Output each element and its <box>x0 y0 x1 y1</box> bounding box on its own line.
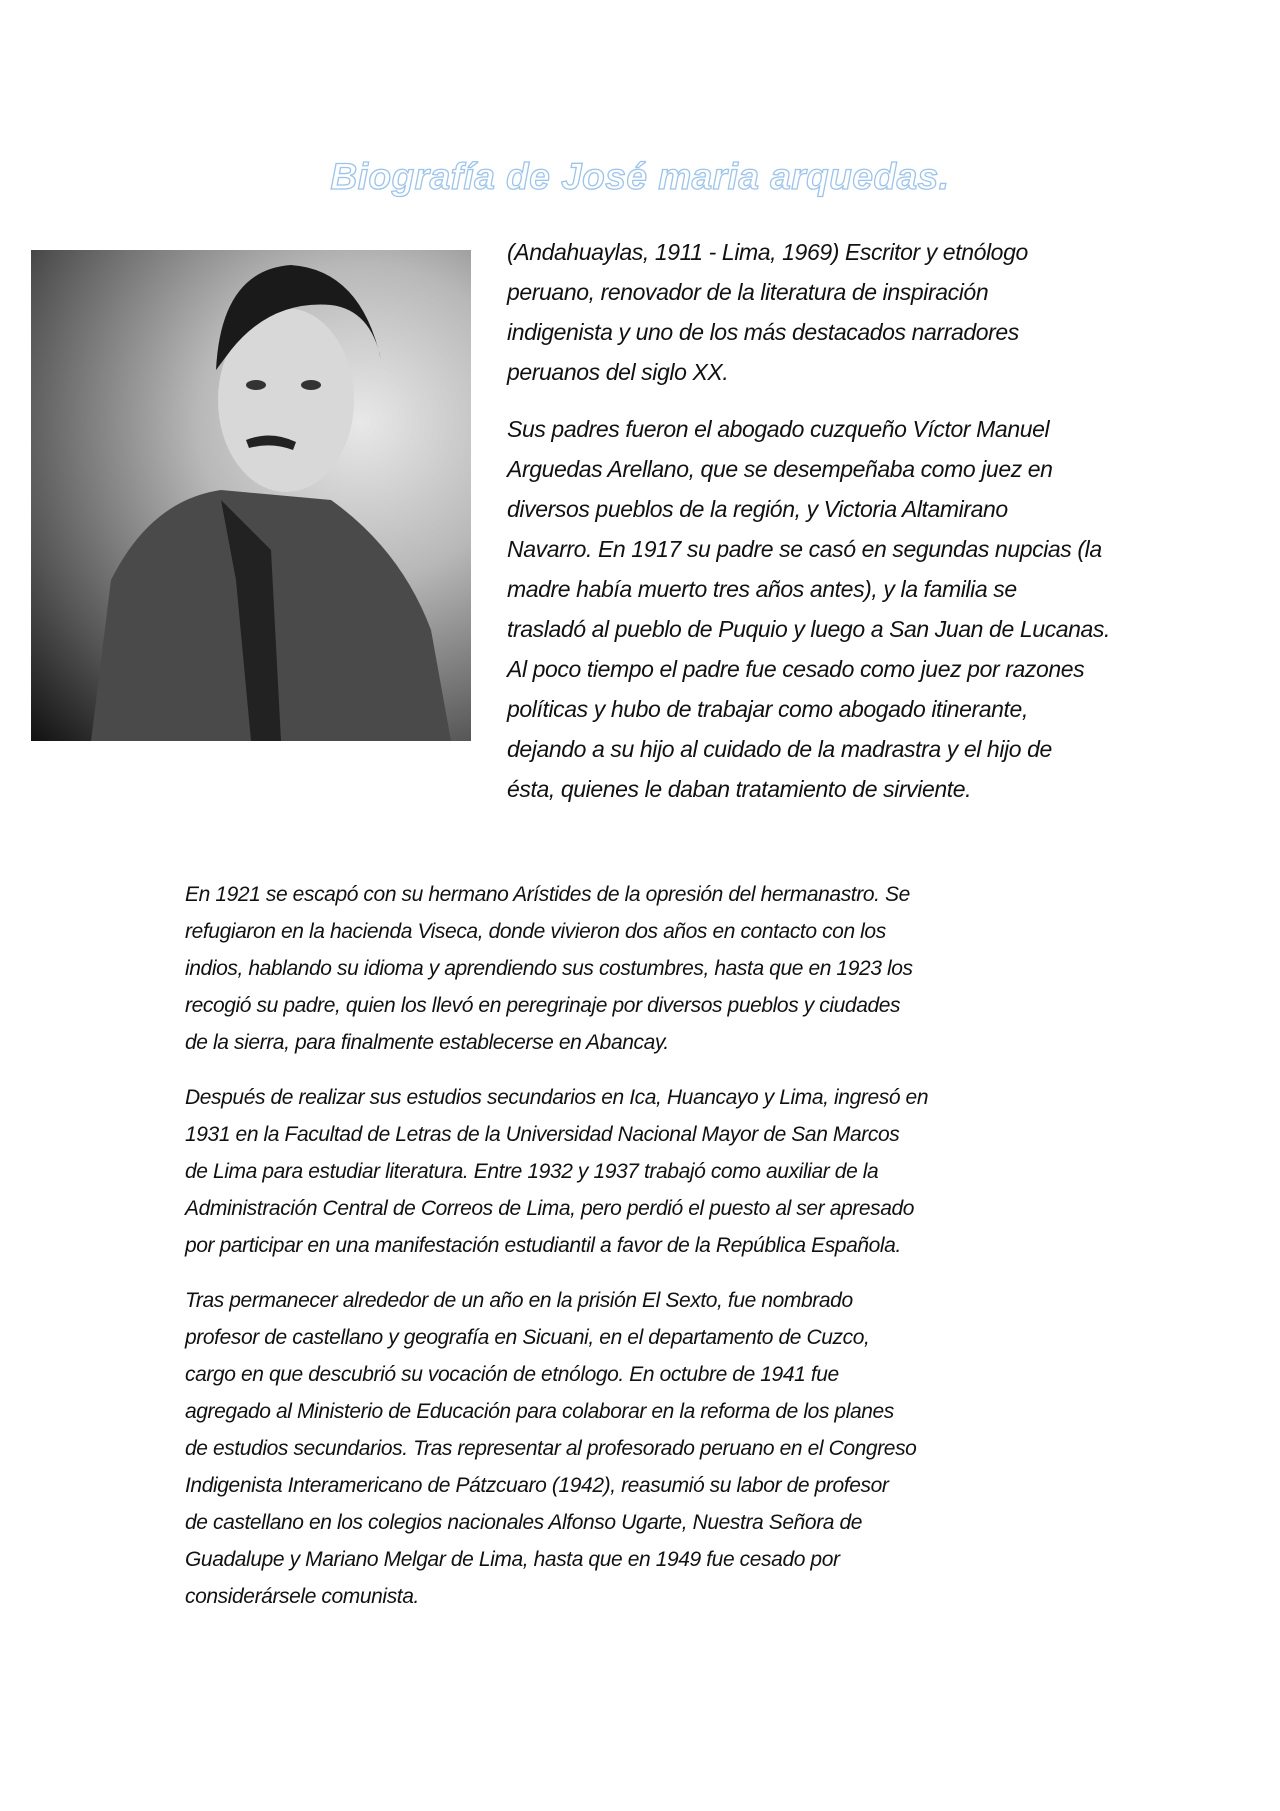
body-paragraph-3 <box>185 1282 928 1615</box>
body-paragraph-1 <box>185 876 928 1061</box>
text-line: Después de realizar sus estudios secundarios en Ica, Huancayo y Lima, ingresó en <box>185 1086 929 1109</box>
text-line: agregado al Ministerio de Educación para colaborar en la reforma de los planes <box>185 1400 894 1423</box>
portrait-illustration <box>31 250 471 741</box>
text-line: madre había muerto tres años antes), y la familia se <box>507 576 1017 602</box>
text-line: peruanos del siglo XX. <box>507 359 729 385</box>
intro-paragraph-2 <box>507 409 1110 809</box>
text-line: Indigenista Interamericano de Pátzcuaro (1942), reasumió su labor de profesor <box>185 1474 889 1497</box>
text-line: cargo en que descubrió su vocación de etnólogo. En octubre de 1941 fue <box>185 1363 839 1386</box>
text-line: Tras permanecer alrededor de un año en la prisión El Sexto, fue nombrado <box>185 1289 853 1312</box>
text-line: recogió su padre, quien los llevó en peregrinaje por diversos pueblos y ciudades <box>185 994 901 1017</box>
document-title: Biografía de José maria arquedas. <box>330 156 950 197</box>
text-line: de la sierra, para finalmente establecerse en Abancay. <box>185 1031 669 1054</box>
text-line: dejando a su hijo al cuidado de la madrastra y el hijo de <box>507 736 1052 762</box>
text-line: ésta, quienes le daban tratamiento de sirviente. <box>507 776 972 802</box>
body-paragraph-2 <box>185 1079 928 1264</box>
text-line: diversos pueblos de la región, y Victoria Altamirano <box>507 496 1008 522</box>
text-line: 1931 en la Facultad de Letras de la Universidad Nacional Mayor de San Marcos <box>185 1123 900 1146</box>
text-line: de castellano en los colegios nacionales Alfonso Ugarte, Nuestra Señora de <box>185 1511 863 1534</box>
text-line: Administración Central de Correos de Lima, pero perdió el puesto al ser apresado <box>185 1197 915 1220</box>
text-line: profesor de castellano y geografía en Sicuani, en el departamento de Cuzco, <box>185 1326 870 1349</box>
text-line: En 1921 se escapó con su hermano Arístides de la opresión del hermanastro. Se <box>185 883 910 906</box>
text-line: indios, hablando su idioma y aprendiendo sus costumbres, hasta que en 1923 los <box>185 957 913 980</box>
text-line: refugiaron en la hacienda Viseca, donde vivieron dos años en contacto con los <box>185 920 886 943</box>
text-line: por participar en una manifestación estudiantil a favor de la República Española. <box>185 1234 901 1257</box>
text-line: considerársele comunista. <box>185 1585 419 1608</box>
text-line: trasladó al pueblo de Puquio y luego a San Juan de Lucanas. <box>507 616 1110 642</box>
text-line: Guadalupe y Mariano Melgar de Lima, hasta que en 1949 fue cesado por <box>185 1548 840 1571</box>
text-line: Navarro. En 1917 su padre se casó en segundas nupcias (la <box>507 536 1102 562</box>
text-line: de Lima para estudiar literatura. Entre 1932 y 1937 trabajó como auxiliar de la <box>185 1160 879 1183</box>
intro-paragraph-1 <box>507 232 1110 392</box>
intro-text <box>507 232 1110 809</box>
text-line: indigenista y uno de los más destacados narradores <box>507 319 1019 345</box>
text-line: Al poco tiempo el padre fue cesado como juez por razones <box>507 656 1085 682</box>
text-line: (Andahuaylas, 1911 - Lima, 1969) Escritor y etnólogo <box>507 239 1028 265</box>
text-line: de estudios secundarios. Tras representar al profesorado peruano en el Congreso <box>185 1437 917 1460</box>
text-line: políticas y hubo de trabajar como abogado itinerante, <box>507 696 1028 722</box>
portrait-photo <box>31 250 471 741</box>
text-line: peruano, renovador de la literatura de inspiración <box>507 279 989 305</box>
text-line: Sus padres fueron el abogado cuzqueño Víctor Manuel <box>507 416 1050 442</box>
text-line: Arguedas Arellano, que se desempeñaba como juez en <box>507 456 1053 482</box>
body-text <box>185 876 928 1615</box>
